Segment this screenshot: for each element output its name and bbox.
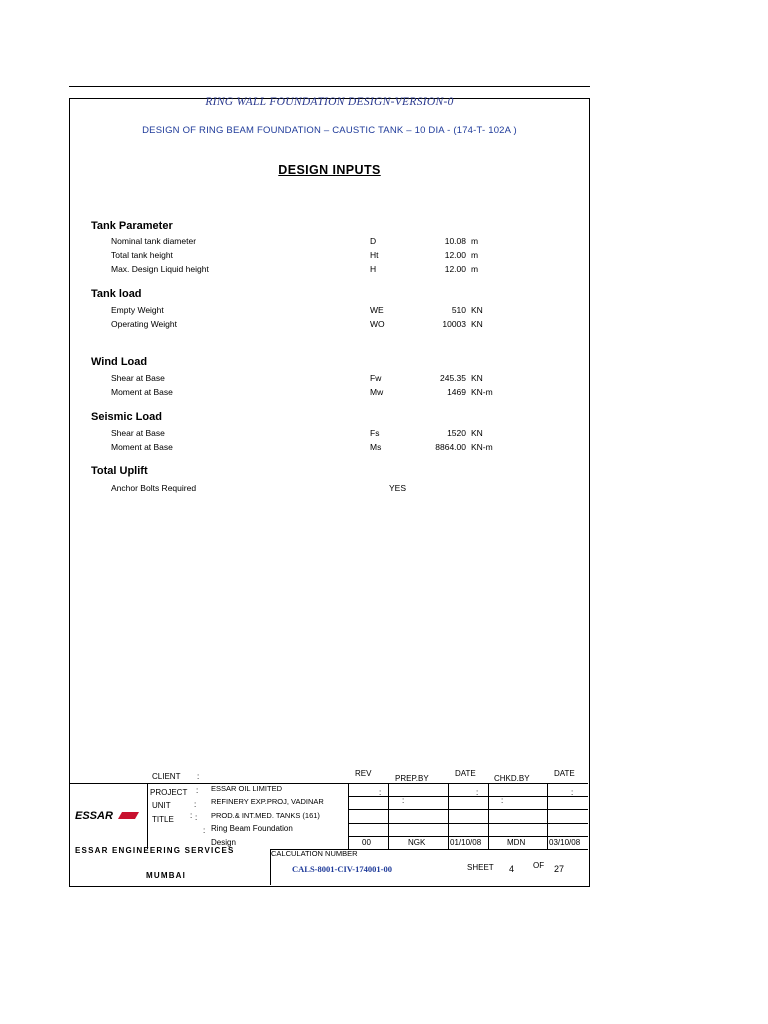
chkd-value: MDN	[507, 838, 526, 847]
unit-label: UNIT	[152, 801, 171, 810]
anchor-bolts-value: YES	[389, 483, 407, 493]
row-unit: KN	[471, 428, 483, 438]
row-symbol: H	[370, 264, 377, 274]
row-label: Shear at Base	[111, 428, 165, 438]
company-name: ESSAR ENGINEERING SERVICES	[75, 846, 235, 855]
grid-colon: :	[379, 788, 382, 797]
calc-number-label: CALCULATION NUMBER	[271, 849, 358, 858]
rev-value: 00	[362, 838, 371, 847]
section-heading-tank-load: Tank load	[91, 288, 142, 300]
title-value: Ring Beam Foundation	[211, 824, 293, 833]
footer-divider	[388, 783, 389, 849]
row-symbol: Mw	[370, 387, 384, 397]
title-value-2: Design	[211, 838, 236, 847]
row-symbol: Ht	[370, 250, 379, 260]
sheet-number: 4	[509, 864, 515, 874]
row-value: 1469	[447, 387, 466, 397]
total-sheets: 27	[554, 864, 565, 874]
client-label: CLIENT	[152, 772, 181, 781]
row-symbol: WE	[370, 305, 384, 315]
logo-text: ESSAR	[75, 810, 113, 822]
grid-colon: :	[501, 796, 504, 805]
page-title: DESIGN INPUTS	[278, 163, 381, 177]
footer-divider	[448, 783, 449, 849]
top-rule	[69, 86, 590, 87]
city-name: MUMBAI	[146, 871, 187, 880]
section-heading-total-uplift: Total Uplift	[91, 465, 148, 477]
footer-divider	[348, 783, 349, 849]
grid-colon: :	[476, 788, 479, 797]
row-value: 12.00	[444, 250, 466, 260]
project-colon: :	[196, 786, 199, 795]
title-value-colon: :	[203, 826, 206, 835]
footer-rule	[348, 823, 588, 824]
row-unit: m	[471, 264, 479, 274]
calc-number: CALS-8001-CIV-174001-00	[292, 864, 392, 874]
row-value: 510	[451, 305, 466, 315]
row-value: 1520	[447, 428, 466, 438]
row-unit: m	[471, 236, 479, 246]
col-prep-by: PREP.BY	[395, 774, 429, 783]
footer-divider	[547, 783, 548, 849]
col-date: DATE	[455, 769, 476, 778]
row-unit: KN-m	[471, 387, 493, 397]
design-title: DESIGN OF RING BEAM FOUNDATION – CAUSTIC TANK – 10 DIA - (174-T- 102A )	[142, 125, 517, 136]
row-symbol: WO	[370, 319, 385, 329]
row-symbol: D	[370, 236, 377, 246]
date-value: 01/10/08	[450, 838, 482, 847]
row-label: Max. Design Liquid height	[111, 264, 209, 274]
row-label: Nominal tank diameter	[111, 236, 197, 246]
title-label: TITLE	[152, 815, 174, 824]
row-unit: m	[471, 250, 479, 260]
row-label: Moment at Base	[111, 442, 173, 452]
col-rev: REV	[355, 769, 372, 778]
prep-value: NGK	[408, 838, 426, 847]
essar-logo	[75, 808, 143, 829]
row-symbol: Fs	[370, 428, 380, 438]
footer-divider	[147, 783, 148, 849]
logo-mark	[118, 812, 139, 819]
row-value: 8864.00	[435, 442, 466, 452]
row-symbol: Ms	[370, 442, 382, 452]
footer-rule	[348, 809, 588, 810]
footer-rule	[348, 796, 588, 797]
client-value: ESSAR OIL LIMITED	[211, 784, 282, 793]
section-heading-wind-load: Wind Load	[91, 356, 148, 368]
section-heading-seismic-load: Seismic Load	[91, 411, 162, 423]
col-date-2: DATE	[554, 769, 575, 778]
sheet-label: SHEET	[467, 863, 494, 872]
row-label: Shear at Base	[111, 373, 165, 383]
footer-divider	[488, 783, 489, 849]
client-colon: :	[197, 772, 200, 781]
row-label: Moment at Base	[111, 387, 173, 397]
version-title: RING WALL FOUNDATION DESIGN-VERSION-0	[205, 96, 454, 108]
row-unit: KN	[471, 319, 483, 329]
footer-rule	[348, 836, 588, 837]
title-colon: :	[190, 811, 193, 820]
row-value: 10003	[442, 319, 466, 329]
section-heading-tank-parameter: Tank Parameter	[91, 220, 173, 232]
row-unit: KN	[471, 373, 483, 383]
row-label: Operating Weight	[111, 319, 177, 329]
row-value: 12.00	[444, 264, 466, 274]
row-symbol: Fw	[370, 373, 382, 383]
row-unit: KN-m	[471, 442, 493, 452]
row-unit: KN	[471, 305, 483, 315]
project-label: PROJECT	[150, 788, 188, 797]
row-label: Empty Weight	[111, 305, 164, 315]
grid-colon: :	[402, 796, 405, 805]
row-value: 245.35	[440, 373, 466, 383]
date-value-2: 03/10/08	[549, 838, 581, 847]
col-chkd-by: CHKD.BY	[494, 774, 530, 783]
title-colon-2: :	[195, 813, 198, 822]
anchor-bolts-label: Anchor Bolts Required	[111, 483, 197, 493]
unit-colon: :	[194, 800, 197, 809]
project-value: REFINERY EXP.PROJ, VADINAR	[211, 797, 324, 806]
of-label: OF	[533, 861, 545, 870]
row-label: Total tank height	[111, 250, 173, 260]
unit-value: PROD.& INT.MED. TANKS (161)	[211, 811, 320, 820]
row-value: 10.08	[444, 236, 466, 246]
grid-colon: :	[571, 788, 574, 797]
